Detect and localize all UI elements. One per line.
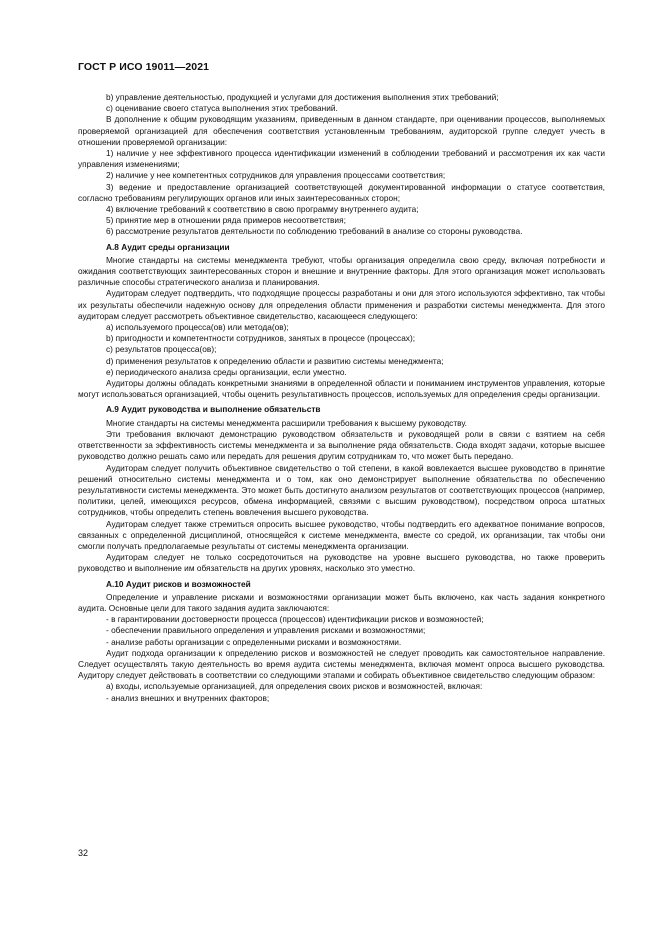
list-item: 6) рассмотрение результатов деятельности по соблюдению требований в анализе со стороны руководства. xyxy=(106,226,523,237)
list-item: 5) принятие мер в отношении ряда примеров несоответствия; xyxy=(106,215,346,226)
list-item: 1) наличие у нее эффективного процесса идентификации изменений в соблюдении требований и рассмотрения их как части управления изменениями; xyxy=(78,148,605,170)
body-paragraph: Аудиторам следует получить объективное свидетельство о той степени, в какой вовлекается высшее руководство в принятие решений относительно системы менеджмента и о том, как оно демонстрирует выполнение обязательства по обеспечению результативности системы менеджмента. Это может быть достигнуто анализом результатов от соответствующих процессов (например, политики, целей, имеющихся ресурсов, обмена информацией, связями с высшим руководством), посредством опроса штатных сотрудников, чтобы определить степень вовлечения высшего руководства. xyxy=(78,462,605,518)
list-item: a) используемого процесса(ов) или метода(ов); xyxy=(106,322,289,333)
body-paragraph: Аудиторам следует также стремиться опросить высшее руководство, чтобы подтвердить его адекватное понимание вопросов, связанных с определенной дисциплиной, относящейся к системе менеджмента, вместе со средой, их организации, так чтобы они смогли получать предполагаемые результаты от системы менеджмента организации. xyxy=(78,518,605,551)
list-item: 4) включение требований к соответствию в свою программу внутреннего аудита; xyxy=(106,204,419,215)
document-body xyxy=(78,92,605,704)
section-heading: А.8 Аудит среды организации xyxy=(106,241,230,252)
list-item: a) входы, используемые организацией, для определения своих рисков и возможностей, включая: xyxy=(106,681,483,692)
document-header: ГОСТ Р ИСО 19011—2021 xyxy=(78,61,210,73)
body-paragraph: В дополнение к общим руководящим указаниям, приведенным в данном стандарте, при оценивании процессов, выполняемых проверяемой организацией для обеспечения соответствия установленным требованиям, аудиторской группе следует учесть в отношении проверяемой организации: xyxy=(78,114,605,147)
section-heading: А.9 Аудит руководства и выполнение обязательств xyxy=(106,404,321,415)
list-item: - в гарантировании достоверности процесса (процессов) идентификации рисков и возможностей; xyxy=(106,614,484,625)
list-item: b) управление деятельностью, продукцией и услугами для достижения выполнения этих требований; xyxy=(106,92,499,102)
list-item: b) пригодности и компетентности сотрудников, занятых в процессе (процессах); xyxy=(106,333,416,344)
body-paragraph: Аудит подхода организации к определению рисков и возможностей не следует проводить как самостоятельное направление. Следует осуществлять такую деятельность во время аудита системы менеджмента, включая момент опроса высшего руководства. Аудитору следует действовать в соответствии со следующими этапами и собирать объективное свидетельство следующим образом: xyxy=(78,647,605,681)
list-item: - обеспечении правильного определения и управления рисками и возможностями; xyxy=(106,625,426,636)
list-item: 3) ведение и предоставление организацией соответствующей документированной информации о статусе соответствия, согласно требованиям регулирующих органов или иных заинтересованных сторон; xyxy=(78,181,605,203)
list-item: e) периодического анализа среды организации, если уместно. xyxy=(106,366,347,377)
body-paragraph: Определение и управление рисками и возможностями организации может быть включено, как часть задания конкретного аудита. Основные цели для такого задания аудита заключаются: xyxy=(78,591,605,613)
body-paragraph: Аудиторам следует не только сосредоточиться на руководстве на уровне высшего руководства, но также проверить руководство и выполнение им обязательств на других уровнях, насколько это уместно. xyxy=(78,552,605,574)
body-paragraph: Аудиторы должны обладать конкретными знаниями в определенной области и пониманием инструментов управления, которые могут использоваться организацией, чтобы оценить результативность процессов, используемых для определения среды организации. xyxy=(78,378,605,400)
section-heading: А.10 Аудит рисков и возможностей xyxy=(106,578,251,589)
page-number: 32 xyxy=(78,848,89,858)
body-paragraph: Аудиторам следует подтвердить, что подходящие процессы разработаны и они для этого используются эффективно, так чтобы их результаты обеспечили надежную основу для определения области применения и разработки системы менеджмента. Для этого аудиторам следует рассмотреть объективное свидетельство, касающееся следующего: xyxy=(78,288,605,321)
body-paragraph: Эти требования включают демонстрацию руководством обязательств и руководящей роли в связи с взятием на себя ответственности за эффективность системы менеджмента и за выполнение ряда обязательств. Сюда входят задачи, которые высшее руководство должно решать само или передать для решения другим сотрудникам то, что может быть передано. xyxy=(78,428,605,462)
list-item: - анализ внешних и внутренних факторов; xyxy=(106,692,270,703)
list-item: - анализе работы организации с определенными рисками и возможностями. xyxy=(106,636,402,647)
body-paragraph: Многие стандарты на системы менеджмента расширили требования к высшему руководству. xyxy=(106,417,467,428)
list-item: c) результатов процесса(ов); xyxy=(106,344,217,355)
list-item: c) оценивание своего статуса выполнения этих требований. xyxy=(106,103,338,114)
list-item: d) применения результатов к определению области и развитию системы менеджмента; xyxy=(106,355,444,366)
list-item: 2) наличие у нее компетентных сотрудников для управления процессами соответствия; xyxy=(106,170,446,181)
body-paragraph: Многие стандарты на системы менеджмента требуют, чтобы организация определила свою среду, включая потребности и ожидания соответствующих заинтересованных сторон и внешние и внутренние факторы. Для этого организация может использовать различные способы стратегического анализа и планирования. xyxy=(78,254,605,288)
